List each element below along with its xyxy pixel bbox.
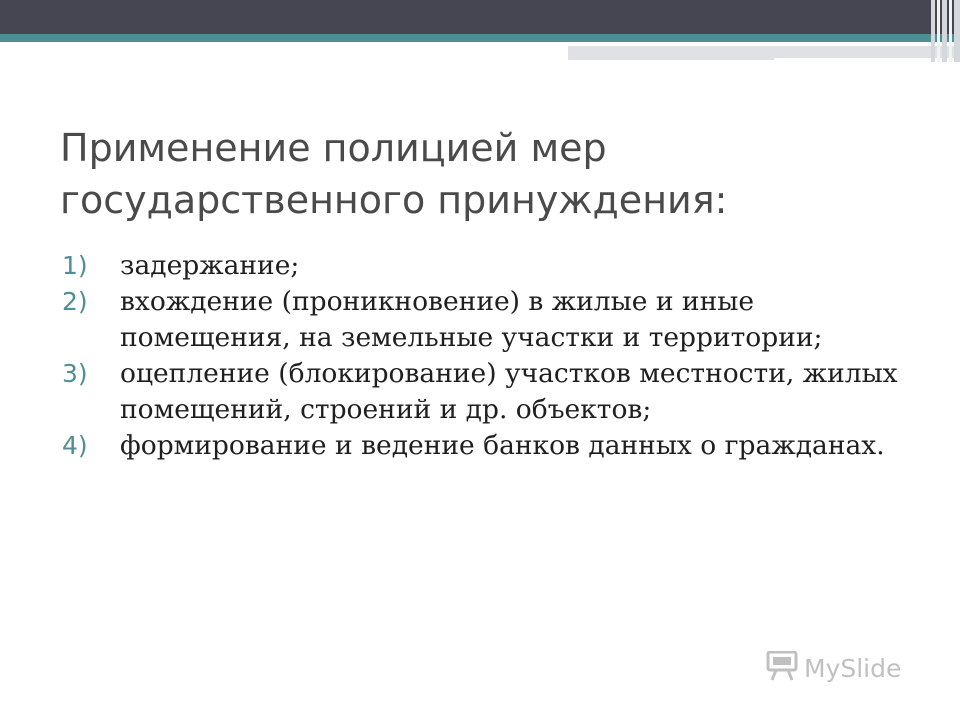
list-item-number: 1) [62, 251, 88, 280]
header-vertical-line [949, 0, 952, 62]
measures-list [62, 248, 902, 464]
list-item-text: вхождение (проникновение) в жилые и иные помещения, на земельные участки и территории; [120, 286, 823, 353]
list-item-text: оцепление (блокирование) участков местности, жилых помещений, строений и др. объектов; [120, 358, 898, 425]
list-item-number: 4) [62, 431, 88, 460]
slide-title: Применение полицией мер государственного принуждения: [60, 126, 728, 222]
header-accent-strip [0, 34, 960, 42]
presentation-board-icon [766, 651, 798, 685]
list-item-text: задержание; [120, 250, 300, 281]
list-item [62, 284, 902, 356]
watermark [766, 651, 901, 685]
header-vertical-line [942, 0, 947, 62]
header-bar [0, 0, 960, 34]
list-item [62, 428, 902, 464]
header-divider-line [568, 42, 888, 44]
watermark-text: MySlide [804, 653, 902, 683]
header-vertical-line [931, 0, 935, 62]
list-item [62, 248, 902, 284]
list-item-number: 2) [62, 287, 88, 316]
header-vertical-line [937, 0, 940, 62]
list-item-number: 3) [62, 359, 88, 388]
list-item-text: формирование и ведение банков данных о гражданах. [120, 430, 885, 461]
list-item [62, 356, 902, 428]
header-vertical-line [954, 0, 960, 62]
